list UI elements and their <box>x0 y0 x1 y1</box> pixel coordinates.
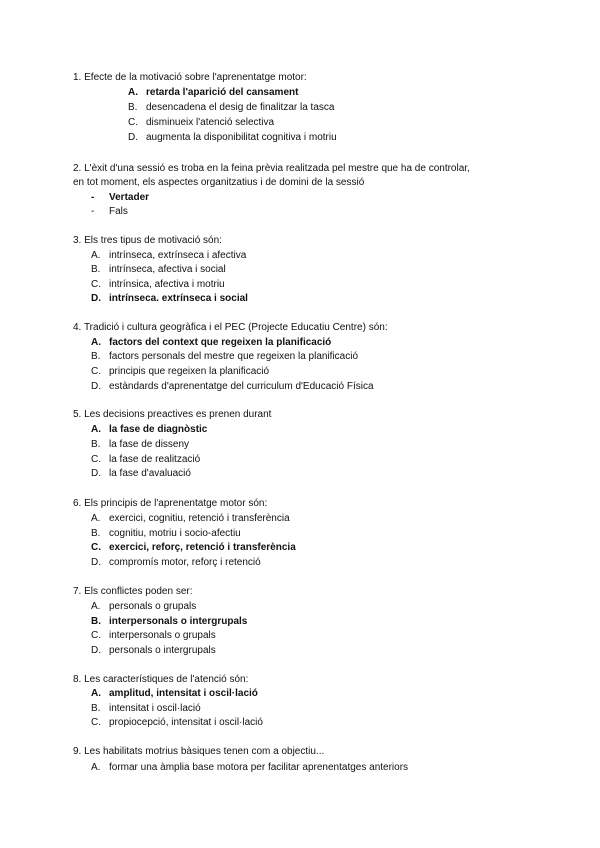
q2-option-false-text: Fals <box>109 206 128 217</box>
q4-option-c-letter: C. <box>91 366 101 377</box>
q3-option-c-text: intrínsica, afectiva i motriu <box>109 279 225 290</box>
q6-option-c <box>91 542 296 554</box>
q4-option-b-letter: B. <box>91 351 101 362</box>
question-4: 4. Tradició i cultura geogràfica i el PEC (Projecte Educatiu Centre) són: <box>73 322 388 333</box>
q4-option-a-letter: A. <box>91 337 101 348</box>
q3-option-c-letter: C. <box>91 279 101 290</box>
q1-option-b <box>128 102 334 114</box>
q1-option-b-letter: B. <box>128 102 138 113</box>
q6-option-b <box>91 528 241 540</box>
q7-option-d-letter: D. <box>91 645 101 656</box>
q8-option-b-text: intensitat i oscil·lació <box>109 703 201 714</box>
q1-option-d-letter: D. <box>128 132 138 143</box>
q5-option-d-text: la fase d'avaluació <box>109 468 191 479</box>
q6-option-a-letter: A. <box>91 513 101 524</box>
q3-option-a <box>91 250 246 262</box>
q5-option-b <box>91 439 189 451</box>
q1-option-d-text: augmenta la disponibilitat cognitiva i motriu <box>146 132 337 143</box>
q4-option-d-text: estàndards d'aprenentatge del curriculum d'Educació Física <box>109 381 374 392</box>
q4-option-d-letter: D. <box>91 381 101 392</box>
q5-option-d <box>91 468 191 480</box>
q6-option-a-text: exercici, cognitiu, retenció i transferència <box>109 513 290 524</box>
q3-option-a-text: intrínseca, extrínseca i afectiva <box>109 250 247 261</box>
q7-option-b <box>91 616 247 628</box>
q1-option-a <box>128 87 298 99</box>
q7-option-a <box>91 601 196 613</box>
q3-option-a-letter: A. <box>91 250 101 261</box>
q3-option-b <box>91 264 226 276</box>
q2-option-true <box>91 192 149 204</box>
q5-option-b-text: la fase de disseny <box>109 439 190 450</box>
q5-option-b-letter: B. <box>91 439 101 450</box>
q2-option-true-bullet: - <box>91 192 95 203</box>
q5-option-a <box>91 424 207 436</box>
q6-option-d-letter: D. <box>91 557 101 568</box>
q7-option-b-letter: B. <box>91 616 101 627</box>
q8-option-b <box>91 703 201 715</box>
question-5: 5. Les decisions preactives es prenen durant <box>73 409 272 420</box>
q7-option-a-letter: A. <box>91 601 101 612</box>
q6-option-d-text: compromís motor, reforç i retenció <box>109 557 261 568</box>
q9-option-a-text: formar una àmplia base motora per facilitar aprenentatges anteriors <box>109 762 409 773</box>
q5-option-c-text: la fase de realització <box>109 454 201 465</box>
q8-option-c-letter: C. <box>91 717 101 728</box>
question-6: 6. Els principis de l'aprenentatge motor són: <box>73 498 268 509</box>
q2-option-false-bullet: - <box>91 206 95 217</box>
q5-option-d-letter: D. <box>91 468 101 479</box>
q8-option-c-text: propiocepció, intensitat i oscil·lació <box>109 717 263 728</box>
q1-option-c-letter: C. <box>128 117 138 128</box>
q8-option-c <box>91 717 263 729</box>
q7-option-d-text: personals o intergrupals <box>109 645 216 656</box>
q3-option-b-text: intrínseca, afectiva i social <box>109 264 226 275</box>
q2-option-false <box>91 206 128 218</box>
q7-option-b-text: interpersonals o intergrupals <box>109 616 248 627</box>
q8-option-a <box>91 688 258 700</box>
q6-option-c-letter: C. <box>91 542 101 553</box>
question-2-line-2: en tot moment, els aspectes organitzatius i de domini de la sessió <box>73 177 365 188</box>
q8-option-a-letter: A. <box>91 688 101 699</box>
q3-option-c <box>91 279 225 291</box>
q7-option-c-letter: C. <box>91 630 101 641</box>
question-7: 7. Els conflictes poden ser: <box>73 586 193 597</box>
q7-option-c <box>91 630 216 642</box>
q7-option-c-text: interpersonals o grupals <box>109 630 216 641</box>
q3-option-d-text: intrínseca. extrínseca i social <box>109 293 248 304</box>
q4-option-c-text: principis que regeixen la planificació <box>109 366 270 377</box>
q5-option-c <box>91 454 200 466</box>
q4-option-c <box>91 366 269 378</box>
q1-option-c-text: disminueix l'atenció selectiva <box>146 117 275 128</box>
q6-option-a <box>91 513 290 525</box>
q3-option-d-letter: D. <box>91 293 101 304</box>
question-3: 3. Els tres tipus de motivació són: <box>73 235 222 246</box>
q5-option-a-text: la fase de diagnòstic <box>109 424 208 435</box>
q1-option-a-text: retarda l'aparició del cansament <box>146 87 299 98</box>
q8-option-a-text: amplitud, intensitat i oscil·lació <box>109 688 258 699</box>
q9-option-a-letter: A. <box>91 762 101 773</box>
q1-option-a-letter: A. <box>128 87 138 98</box>
q4-option-b <box>91 351 358 363</box>
q4-option-a <box>91 337 331 349</box>
q3-option-d <box>91 293 248 305</box>
q6-option-d <box>91 557 261 569</box>
q4-option-d <box>91 381 374 393</box>
question-9: 9. Les habilitats motrius bàsiques tenen com a objectiu... <box>73 746 325 757</box>
q2-option-true-text: Vertader <box>109 192 150 203</box>
q9-option-a <box>91 762 408 774</box>
q1-option-d <box>128 132 337 144</box>
question-1: 1. Efecte de la motivació sobre l'aprenentatge motor: <box>73 72 307 83</box>
q5-option-a-letter: A. <box>91 424 101 435</box>
q5-option-c-letter: C. <box>91 454 101 465</box>
q7-option-d <box>91 645 216 657</box>
q3-option-b-letter: B. <box>91 264 101 275</box>
question-2-line-1: 2. L'èxit d'una sessió es troba en la feina prèvia realitzada pel mestre que ha de controlar, <box>73 163 470 174</box>
q6-option-b-letter: B. <box>91 528 101 539</box>
q6-option-b-text: cognitiu, motriu i socio-afectiu <box>109 528 241 539</box>
q8-option-b-letter: B. <box>91 703 101 714</box>
q4-option-a-text: factors del context que regeixen la planificació <box>109 337 332 348</box>
q1-option-b-text: desencadena el desig de finalitzar la tasca <box>146 102 335 113</box>
q6-option-c-text: exercici, reforç, retenció i transferència <box>109 542 296 553</box>
q4-option-b-text: factors personals del mestre que regeixen la planificació <box>109 351 359 362</box>
q7-option-a-text: personals o grupals <box>109 601 197 612</box>
question-8: 8. Les característiques de l'atenció són: <box>73 674 249 685</box>
q1-option-c <box>128 117 274 129</box>
